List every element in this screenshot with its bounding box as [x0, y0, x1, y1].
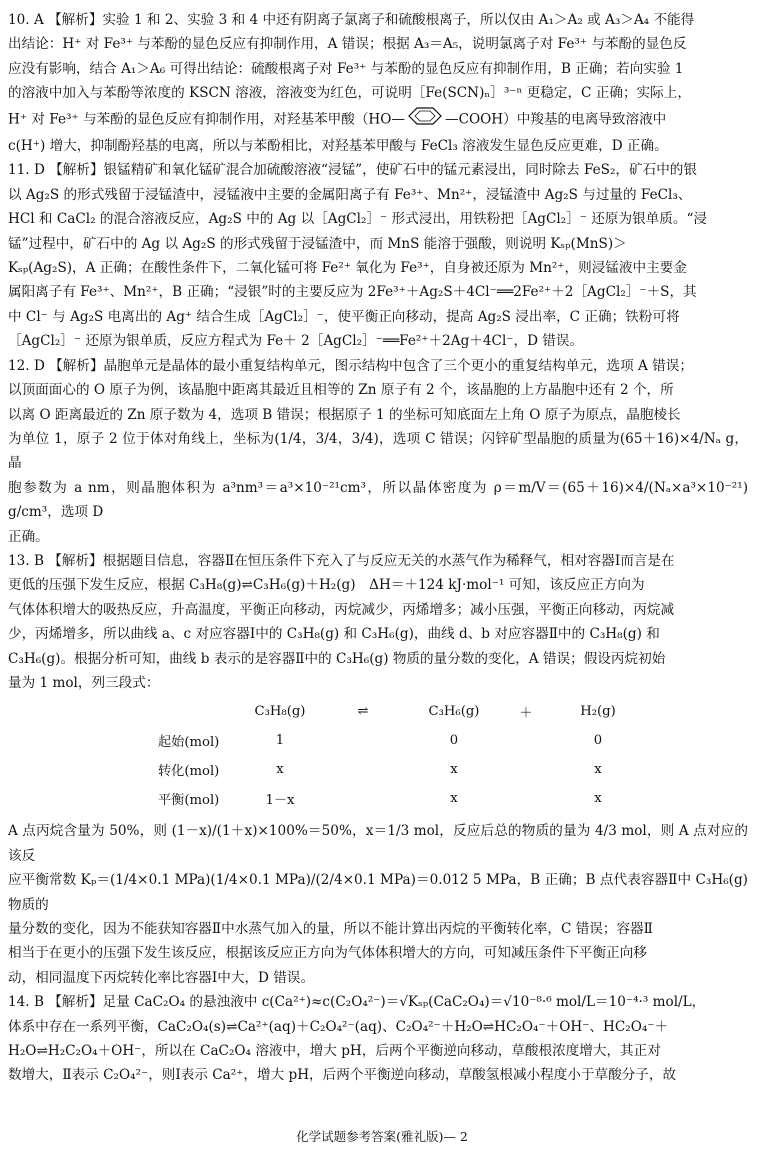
- q11-line1: 11. D 【解析】银锰精矿和氧化锰矿混合加硫酸溶液“浸锰”，使矿石中的锰元素浸出，同时除去 FeS₂，矿石中的银: [8, 162, 697, 179]
- table-row: [158, 726, 748, 755]
- q11-line4: 锰”过程中，矿石中的 Ag 以 Ag₂S 的形式残留于浸锰渣中，而 MnS 能溶于强酸，则说明 Kₛₚ(MnS)＞: [8, 235, 627, 252]
- q14-line4: 数增大，Ⅱ表示 C₂O₄²⁻，则Ⅰ表示 Ca²⁺，增大 pH，后两个平衡逆向移动，草酸氢根减小程度小于草酸分子，故: [8, 1067, 677, 1084]
- table-header-row: [158, 697, 748, 726]
- q10-line5: [8, 106, 748, 134]
- table-cell: 1－x: [265, 793, 295, 809]
- q14-line1: 14. B 【解析】足量 CaC₂O₄ 的悬浊液中 c(Ca²⁺)≈c(C₂O₄²⁻)＝√Kₛₚ(CaC₂O₄)＝√10⁻⁸·⁶ mol/L＝10⁻⁴·³ mol/L，: [8, 994, 706, 1011]
- table-cell: x: [450, 791, 458, 807]
- q13-line11: 动，相同温度下丙烷转化率比容器Ⅰ中大，D 错误。: [8, 969, 315, 986]
- q10-line5a: H⁺ 对 Fe³⁺ 与苯酚的显色反应有抑制作用，对羟基苯甲酸（HO—: [8, 111, 406, 128]
- q10-line4: 的溶液中加入与苯酚等浓度的 KSCN 溶液，溶液变为红色，可说明［Fe(SCN)ₙ］³⁻ⁿ 更稳定，C 正确；实际上，: [8, 85, 691, 102]
- q10-line3: 应没有影响，结合 A₁＞A₆ 可得出结论：硫酸根离子对 Fe³⁺ 与苯酚的显色反应有抑制作用，B 正确；若向实验 1: [8, 60, 684, 77]
- q14-line2: 体系中存在一系列平衡，CaC₂O₄(s)⇌Ca²⁺(aq)＋C₂O₄²⁻(aq)、C₂O₄²⁻＋H₂O⇌HC₂O₄⁻＋OH⁻、HC₂O₄⁻＋: [8, 1018, 669, 1035]
- table-header-cell: C₃H₈(g): [254, 704, 306, 720]
- q13-line5: C₃H₆(g)。根据分析可知，曲线 b 表示的是容器Ⅱ中的 C₃H₆(g) 物质的量分数的变化，A 错误；假设丙烷初始: [8, 650, 666, 667]
- q10-explanation: [8, 8, 748, 158]
- q13-line1: 13. B 【解析】根据题目信息，容器Ⅱ在恒压条件下充入了与反应无关的水蒸气作为稀释气，相对容器Ⅰ而言是在: [8, 552, 675, 569]
- table-cell: 转化(mol): [158, 764, 220, 780]
- table-cell: 0: [449, 733, 459, 749]
- q11-line8: ［AgCl₂］⁻ 还原为银单质，反应方程式为 Fe＋ 2［AgCl₂］⁻══Fe²⁺＋2Ag＋4Cl⁻，D 错误。: [8, 333, 584, 350]
- q12-explanation: [8, 354, 748, 549]
- table-cell: x: [450, 762, 458, 778]
- q13-line8: 应平衡常数 Kₚ＝(1/4×0.1 MPa)(1/4×0.1 MPa)/(2/4×0.1 MPa)＝0.012 5 MPa，B 正确；B 点代表容器Ⅱ中 C₃H₆(g) 物质的: [8, 872, 748, 913]
- q12-line1: 12. D 【解析】晶胞单元是晶体的最小重复结构单元，图示结构中包含了三个更小的重复结构单元，选项 A 错误；: [8, 357, 693, 374]
- q13-line10: 相当于在更小的压强下发生该反应，根据该反应正方向为气体体积增大的方向，可知减压条件下平衡正向移: [8, 945, 647, 962]
- table-cell: 0: [593, 733, 603, 749]
- table-cell: x: [594, 762, 602, 778]
- table-cell: x: [594, 791, 602, 807]
- q13-line2: 更低的压强下发生反应，根据 C₃H₈(g)⇌C₃H₆(g)＋H₂(g) ΔH＝＋124 kJ·mol⁻¹ 可知，该反应正方向为: [8, 577, 645, 594]
- q13-line4: 少，丙烯增多，所以曲线 a、c 对应容器Ⅰ中的 C₃H₈(g) 和 C₃H₆(g)，曲线 d、b 对应容器Ⅱ中的 C₃H₈(g) 和: [8, 626, 660, 643]
- q14-line3: H₂O⇌H₂C₂O₄＋OH⁻，所以在 CaC₂O₄ 溶液中，增大 pH，后两个平衡逆向移动，草酸根浓度增大，其正对: [8, 1043, 661, 1060]
- q10-line1: 10. A 【解析】实验 1 和 2、实验 3 和 4 中还有阴离子氯离子和硫酸根离子，所以仅由 A₁＞A₂ 或 A₃＞A₄ 不能得: [8, 12, 695, 28]
- table-cell: 平衡(mol): [158, 793, 220, 809]
- benzene-ring-icon: [405, 106, 445, 134]
- q13-line7: A 点丙烷含量为 50%，则 (1－x)/(1＋x)×100%＝50%，x＝1/3 mol，反应后总的物质的量为 4/3 mol，则 A 点对应的该反: [8, 823, 748, 864]
- q13-line3: 气体体积增大的吸热反应，升高温度，平衡正向移动，丙烷减少，丙烯增多；减小压强，平衡正向移动，丙烷减: [8, 601, 675, 618]
- q11-explanation: [8, 158, 748, 353]
- q10-line2: 出结论：H⁺ 对 Fe³⁺ 与苯酚的显色反应有抑制作用，A 错误；根据 A₃＝A₅，说明氯离子对 Fe³⁺ 与苯酚的显色反: [8, 36, 687, 53]
- table-cell: x: [276, 762, 284, 778]
- q14-explanation: [8, 990, 748, 1088]
- table-header-cell: ⇌: [357, 704, 369, 720]
- q11-line5: Kₛₚ(Ag₂S)，A 正确；在酸性条件下，二氧化锰可将 Fe²⁺ 氧化为 Fe³⁺，自身被还原为 Mn²⁺，则浸锰液中主要金: [8, 260, 687, 277]
- q12-line2: 以顶面面心的 O 原子为例，该晶胞中距离其最近且相等的 Zn 原子有 2 个，该晶胞的上方晶胞中还有 2 个，所: [8, 382, 674, 399]
- table-cell: 起始(mol): [158, 735, 220, 751]
- q11-line7: 中 Cl⁻ 与 Ag₂S 电离出的 Ag⁺ 结合生成［AgCl₂］⁻，使平衡正向移动，提高 Ag₂S 浸出率，C 正确；铁粉可将: [8, 308, 680, 325]
- q11-line2: 以 Ag₂S 的形式残留于浸锰渣中，浸锰液中主要的金属阳离子有 Fe³⁺、Mn²⁺，浸锰渣中 Ag₂S 与过量的 FeCl₃、: [8, 186, 692, 203]
- table-header-cell: C₃H₆(g): [428, 704, 480, 720]
- q11-line6: 属阳离子有 Fe³⁺、Mn²⁺，B 正确；“浸银”时的主要反应为 2Fe³⁺＋Ag₂S＋4Cl⁻══2Fe²⁺＋2［AgCl₂］⁻＋S，其: [8, 284, 697, 301]
- page-footer: 化学试题参考答案(雅礼版)— 2: [296, 1129, 468, 1144]
- q13-line9: 量分数的变化，因为不能获知容器Ⅱ中水蒸气加入的量，所以不能计算出丙烷的平衡转化率，C 错误；容器Ⅱ: [8, 921, 653, 937]
- q12-line3: 以离 O 距离最近的 Zn 原子数为 4，选项 B 错误；根据原子 1 的坐标可知底面左上角 O 原子为原点，晶胞棱长: [8, 406, 681, 423]
- q12-line4: 为单位 1，原子 2 位于体对角线上，坐标为(1/4，3/4，3/4)，选项 C 错误；闪锌矿型晶胞的质量为(65＋16)×4/Nₐ g，晶: [8, 430, 748, 472]
- table-header-cell: H₂(g): [580, 704, 616, 720]
- q10-line5b: —COOH）中羧基的电离导致溶液中: [445, 111, 667, 128]
- q11-line3: HCl 和 CaCl₂ 的混合溶液反应，Ag₂S 中的 Ag 以［AgCl₂］⁻ 形式浸出，用铁粉把［AgCl₂］⁻ 还原为银单质。“浸: [8, 211, 708, 228]
- q13-line6: 量为 1 mol，列三段式：: [8, 674, 160, 691]
- table-cell: 1: [275, 733, 285, 749]
- q12-line6: 正确。: [8, 528, 49, 545]
- q10-line6: c(H⁺) 增大，抑制酚羟基的电离，所以与苯酚相比，对羟基苯甲酸与 FeCl₃ 溶液发生显色反应更难，D 正确。: [8, 138, 668, 155]
- q13-explanation: [8, 549, 748, 990]
- q12-line5: 胞参数为 a nm，则晶胞体积为 a³nm³＝a³×10⁻²¹cm³，所以晶体密度为 ρ＝m/V＝(65＋16)×4/(Nₐ×a³×10⁻²¹) g/cm³，选项 D: [8, 479, 748, 521]
- table-row: [158, 755, 748, 784]
- three-stage-table: [158, 697, 748, 813]
- table-row: [158, 784, 748, 813]
- table-header-cell: ＋: [519, 706, 533, 722]
